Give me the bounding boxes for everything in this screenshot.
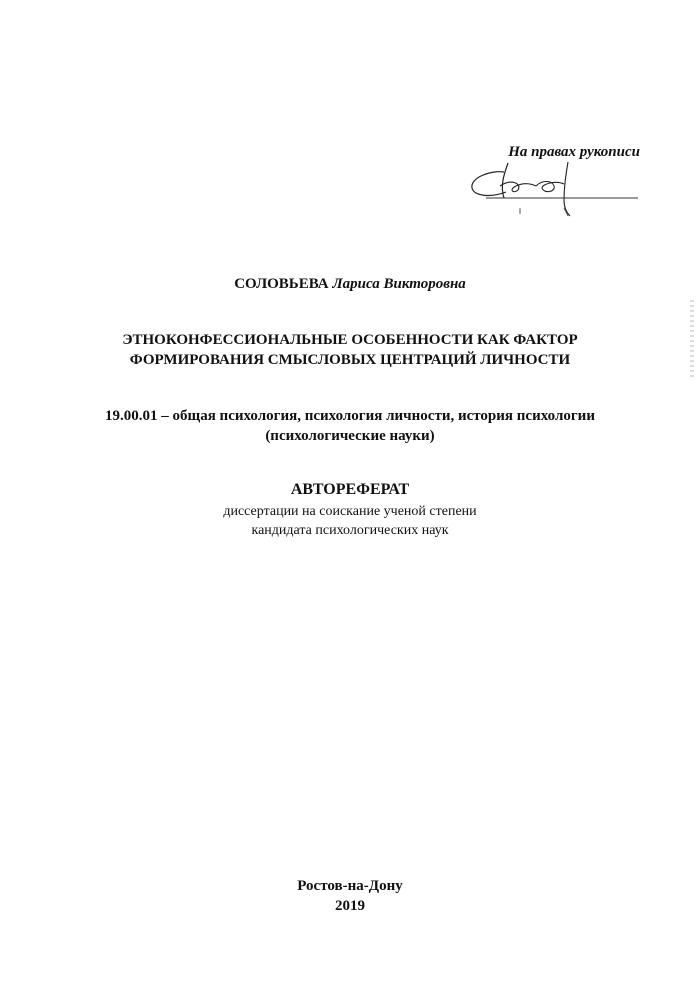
degree-description (0, 502, 700, 540)
degree-line: диссертации на соискание ученой степени (223, 504, 477, 519)
signature-icon (460, 160, 640, 220)
title-line: ФОРМИРОВАНИЯ СМЫСЛОВЫХ ЦЕНТРАЦИЙ ЛИЧНОСТИ (129, 352, 571, 368)
scan-edge-mark (690, 300, 694, 380)
document-type: АВТОРЕФЕРАТ (290, 481, 410, 498)
author-name (0, 276, 700, 293)
city: Ростов-на-Дону (297, 878, 403, 894)
author-surname: СОЛОВЬЕВА (234, 276, 329, 292)
specialty-code (40, 406, 660, 446)
specialty-line: (психологические науки) (265, 428, 435, 444)
manuscript-rights-label: На правах рукописи (508, 144, 640, 160)
specialty-line: 19.00.01 – общая психология, психология личности, история психологии (105, 408, 595, 424)
title-line: ЭТНОКОНФЕССИОНАЛЬНЫЕ ОСОБЕННОСТИ КАК ФАКТОР (122, 332, 578, 348)
dissertation-title (60, 330, 640, 370)
author-given-names: Лариса Викторовна (332, 276, 466, 292)
degree-line: кандидата психологических наук (251, 523, 449, 538)
year: 2019 (335, 898, 365, 914)
place-and-year (0, 876, 700, 916)
